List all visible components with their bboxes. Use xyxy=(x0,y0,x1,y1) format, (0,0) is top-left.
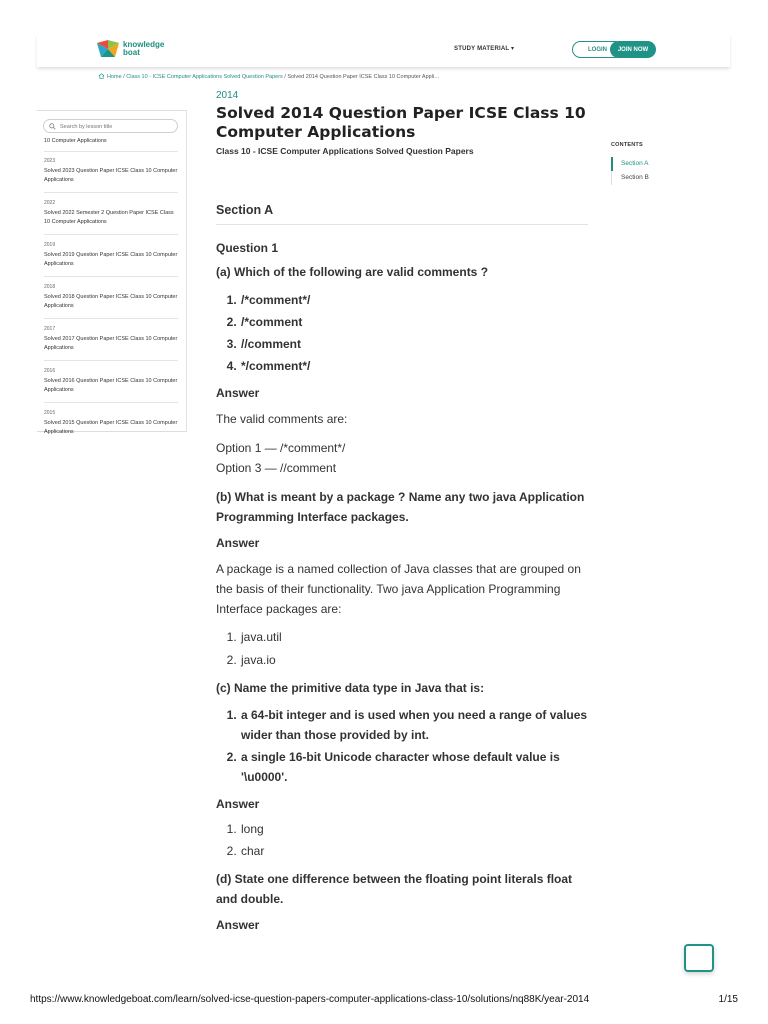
lesson-year: 2016 xyxy=(44,368,56,374)
lesson-item[interactable] xyxy=(44,284,178,319)
lesson-search-box[interactable] xyxy=(43,119,178,133)
list-item: 1. java.util xyxy=(240,627,588,647)
logo-icon xyxy=(95,39,121,59)
question-heading: Question 1 xyxy=(216,241,279,255)
site-navbar xyxy=(37,35,730,67)
option-item: 2. /*comment xyxy=(240,312,588,332)
answer-label: Answer xyxy=(216,536,260,550)
join-now-button[interactable]: JOIN NOW xyxy=(610,41,656,58)
toc-title: CONTENTS xyxy=(611,142,643,148)
question-a-options xyxy=(216,290,588,376)
section-a-heading: Section A xyxy=(216,203,588,225)
home-icon xyxy=(98,73,105,79)
lesson-item-partial[interactable]: 10 Computer Applications xyxy=(44,137,178,152)
print-page-number: 1/15 xyxy=(718,994,738,1005)
option-item: 1. /*comment*/ xyxy=(240,290,588,310)
question-b: (b) What is meant by a package ? Name any two java Application Programming Interface packages. xyxy=(216,490,585,524)
print-url: https://www.knowledgeboat.com/learn/solved-icse-question-papers-computer-applications-class-10/solutions/nq88K/year-2014 xyxy=(30,994,590,1005)
floating-action-button[interactable] xyxy=(684,944,714,972)
lesson-title[interactable]: Solved 2023 Question Paper ICSE Class 10 Computer Applications xyxy=(44,168,178,183)
lesson-title[interactable]: Solved 2019 Question Paper ICSE Class 10 Computer Applications xyxy=(44,252,178,267)
lesson-item[interactable] xyxy=(44,410,178,444)
lesson-item[interactable] xyxy=(44,158,178,193)
main-content xyxy=(216,90,588,932)
list-item: 2. char xyxy=(240,841,588,861)
question-c-list xyxy=(216,705,588,787)
login-button[interactable]: LOGIN xyxy=(572,41,623,58)
lesson-title[interactable]: Solved 2015 Question Paper ICSE Class 10 Computer Applications xyxy=(44,420,178,435)
lesson-search-input[interactable] xyxy=(60,122,172,131)
question-a: (a) Which of the following are valid comments ? xyxy=(216,265,489,279)
answer-label: Answer xyxy=(216,797,260,811)
lesson-year: 2019 xyxy=(44,242,56,248)
lesson-item[interactable] xyxy=(44,326,178,361)
breadcrumb-separator: / xyxy=(121,74,127,80)
list-item: 1. long xyxy=(240,819,588,839)
toc-item-section-a[interactable]: Section A xyxy=(611,157,691,171)
logo-text xyxy=(123,41,164,57)
answer-a-line: Option 1 — /*comment*/ xyxy=(216,441,346,455)
logo-line-2: boat xyxy=(123,48,140,57)
lesson-sidebar xyxy=(37,110,187,435)
answer-a-intro: The valid comments are: xyxy=(216,412,348,426)
lesson-title[interactable]: Solved 2022 Semester 2 Question Paper ICSE Class 10 Computer Applications xyxy=(44,210,174,225)
toc-item-section-b[interactable]: Section B xyxy=(621,174,649,181)
lesson-title[interactable]: Solved 2018 Question Paper ICSE Class 10 Computer Applications xyxy=(44,294,178,309)
breadcrumb xyxy=(98,73,598,80)
page-title: Solved 2014 Question Paper ICSE Class 10 Computer Applications xyxy=(216,104,586,141)
answer-label: Answer xyxy=(216,918,260,932)
search-icon xyxy=(49,123,56,130)
toc-list xyxy=(611,157,691,185)
table-of-contents xyxy=(611,142,691,185)
answer-b-text: A package is a named collection of Java classes that are grouped on the basis of their functionality. Two java Application Programming Interface packages are: xyxy=(216,562,581,616)
lesson-title[interactable]: Solved 2016 Question Paper ICSE Class 10 Computer Applications xyxy=(44,378,178,393)
lesson-list xyxy=(44,137,178,451)
paper-year: 2014 xyxy=(216,90,239,101)
breadcrumb-separator: / xyxy=(282,74,288,80)
breadcrumb-home[interactable]: Home xyxy=(107,74,122,80)
list-item: 2. java.io xyxy=(240,650,588,670)
site-logo[interactable] xyxy=(95,39,195,61)
lesson-year: 2015 xyxy=(44,410,56,416)
answer-a-line: Option 3 — //comment xyxy=(216,461,337,475)
lesson-year: 2023 xyxy=(44,158,56,164)
breadcrumb-collection[interactable]: Class 10 - ICSE Computer Applications Solved Question Papers xyxy=(126,74,283,80)
lesson-year: 2017 xyxy=(44,326,56,332)
lesson-item[interactable] xyxy=(44,200,178,235)
lesson-year: 2018 xyxy=(44,284,56,290)
logo-line-1: knowledge xyxy=(123,40,165,49)
study-material-menu[interactable]: STUDY MATERIAL ▾ xyxy=(454,46,515,52)
lesson-year: 2022 xyxy=(44,200,56,206)
question-c: (c) Name the primitive data type in Java that is: xyxy=(216,681,485,695)
option-item: 4. */comment*/ xyxy=(240,356,588,376)
answer-label: Answer xyxy=(216,386,260,400)
answer-c-list xyxy=(216,819,588,861)
lesson-title[interactable]: Solved 2017 Question Paper ICSE Class 10 Computer Applications xyxy=(44,336,178,351)
page-subtitle: Class 10 - ICSE Computer Applications Solved Question Papers xyxy=(216,146,474,156)
option-item: 3. //comment xyxy=(240,334,588,354)
list-item: 2. a single 16-bit Unicode character whose default value is '\u0000'. xyxy=(240,747,588,787)
list-item: 1. a 64-bit integer and is used when you need a range of values wider than those provided by int. xyxy=(240,705,588,745)
lesson-item[interactable] xyxy=(44,242,178,277)
lesson-item[interactable] xyxy=(44,368,178,403)
breadcrumb-current: Solved 2014 Question Paper ICSE Class 10 Computer Appli… xyxy=(287,74,440,80)
question-d: (d) State one difference between the floating point literals float and double. xyxy=(216,872,573,906)
answer-b-list xyxy=(216,627,588,670)
